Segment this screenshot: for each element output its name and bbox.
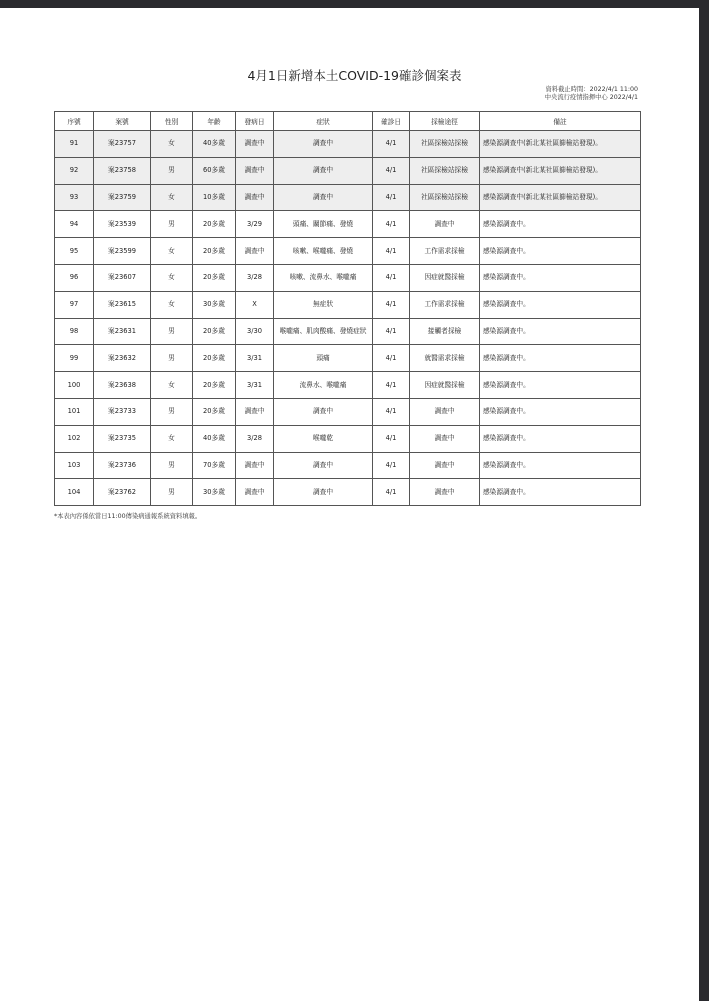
notes-cell: 感染源調查中。: [480, 372, 641, 399]
serial-cell: 103: [55, 452, 94, 479]
header-test-route: 採檢途徑: [410, 112, 480, 131]
confirm-date-cell: 4/1: [373, 291, 410, 318]
serial-cell: 96: [55, 264, 94, 291]
case-id-cell: 案23615: [94, 291, 151, 318]
case-id-cell: 案23632: [94, 345, 151, 372]
confirm-date-cell: 4/1: [373, 264, 410, 291]
header-serial: 序號: [55, 112, 94, 131]
case-id-cell: 案23607: [94, 264, 151, 291]
serial-cell: 99: [55, 345, 94, 372]
onset-date-cell: 調查中: [236, 238, 274, 265]
symptoms-cell: 調查中: [274, 184, 373, 211]
onset-date-cell: 調查中: [236, 398, 274, 425]
onset-date-cell: 調查中: [236, 452, 274, 479]
notes-cell: 感染源調查中(新北某社區篩檢站發現)。: [480, 131, 641, 158]
symptoms-cell: 喉嚨乾: [274, 425, 373, 452]
age-cell: 20多歲: [193, 372, 236, 399]
serial-cell: 104: [55, 479, 94, 506]
case-id-cell: 案23733: [94, 398, 151, 425]
table-row: [55, 372, 641, 399]
header-notes: 備註: [480, 112, 641, 131]
age-cell: 60多歲: [193, 157, 236, 184]
test-route-cell: 社區採檢站採檢: [410, 184, 480, 211]
gender-cell: 男: [151, 398, 193, 425]
confirm-date-cell: 4/1: [373, 398, 410, 425]
table-row: [55, 184, 641, 211]
age-cell: 20多歲: [193, 318, 236, 345]
table-row: [55, 264, 641, 291]
case-id-cell: 案23638: [94, 372, 151, 399]
header-age: 年齡: [193, 112, 236, 131]
table-row: [55, 345, 641, 372]
case-id-cell: 案23539: [94, 211, 151, 238]
gender-cell: 男: [151, 345, 193, 372]
case-id-cell: 案23757: [94, 131, 151, 158]
gender-cell: 男: [151, 157, 193, 184]
case-id-cell: 案23736: [94, 452, 151, 479]
symptoms-cell: 調查中: [274, 398, 373, 425]
table-row: [55, 318, 641, 345]
serial-cell: 92: [55, 157, 94, 184]
gender-cell: 女: [151, 291, 193, 318]
age-cell: 10多歲: [193, 184, 236, 211]
symptoms-cell: 調查中: [274, 479, 373, 506]
serial-cell: 97: [55, 291, 94, 318]
case-id-cell: 案23759: [94, 184, 151, 211]
age-cell: 20多歲: [193, 345, 236, 372]
test-route-cell: 調查中: [410, 211, 480, 238]
test-route-cell: 社區採檢站採檢: [410, 131, 480, 158]
onset-date-cell: 調查中: [236, 479, 274, 506]
symptoms-cell: 調查中: [274, 131, 373, 158]
table-row: [55, 425, 641, 452]
document-meta: [545, 86, 638, 103]
serial-cell: 100: [55, 372, 94, 399]
gender-cell: 女: [151, 264, 193, 291]
gender-cell: 女: [151, 238, 193, 265]
confirm-date-cell: 4/1: [373, 157, 410, 184]
notes-cell: 感染源調查中(新北某社區篩檢站發現)。: [480, 157, 641, 184]
header-confirm-date: 確診日: [373, 112, 410, 131]
confirm-date-cell: 4/1: [373, 372, 410, 399]
onset-date-cell: 3/31: [236, 372, 274, 399]
test-route-cell: 調查中: [410, 479, 480, 506]
test-route-cell: 調查中: [410, 398, 480, 425]
gender-cell: 女: [151, 131, 193, 158]
table-row: [55, 291, 641, 318]
test-route-cell: 工作需求採檢: [410, 291, 480, 318]
notes-cell: 感染源調查中。: [480, 345, 641, 372]
notes-cell: 感染源調查中。: [480, 264, 641, 291]
symptoms-cell: 咳嗽、喉嚨痛、發燒: [274, 238, 373, 265]
gender-cell: 男: [151, 479, 193, 506]
case-id-cell: 案23599: [94, 238, 151, 265]
age-cell: 40多歲: [193, 425, 236, 452]
header-onset-date: 發病日: [236, 112, 274, 131]
table-row: [55, 157, 641, 184]
notes-cell: 感染源調查中。: [480, 291, 641, 318]
onset-date-cell: X: [236, 291, 274, 318]
serial-cell: 95: [55, 238, 94, 265]
onset-date-cell: 調查中: [236, 184, 274, 211]
age-cell: 30多歲: [193, 479, 236, 506]
serial-cell: 94: [55, 211, 94, 238]
onset-date-cell: 調查中: [236, 131, 274, 158]
notes-cell: 感染源調查中。: [480, 238, 641, 265]
age-cell: 20多歲: [193, 264, 236, 291]
table-header-row: [55, 112, 641, 131]
document-title: 4月1日新增本土COVID-19確診個案表: [247, 68, 462, 83]
case-id-cell: 案23631: [94, 318, 151, 345]
data-source: 中央流行疫情指揮中心 2022/4/1: [544, 94, 638, 102]
age-cell: 20多歲: [193, 211, 236, 238]
gender-cell: 男: [151, 318, 193, 345]
test-route-cell: 接觸者採檢: [410, 318, 480, 345]
age-cell: 20多歲: [193, 238, 236, 265]
gender-cell: 男: [151, 211, 193, 238]
test-route-cell: 工作需求採檢: [410, 238, 480, 265]
confirm-date-cell: 4/1: [373, 425, 410, 452]
header-gender: 性別: [151, 112, 193, 131]
test-route-cell: 調查中: [410, 452, 480, 479]
confirm-date-cell: 4/1: [373, 184, 410, 211]
notes-cell: 感染源調查中。: [480, 398, 641, 425]
notes-cell: 感染源調查中。: [480, 211, 641, 238]
case-id-cell: 案23762: [94, 479, 151, 506]
confirm-date-cell: 4/1: [373, 452, 410, 479]
confirm-date-cell: 4/1: [373, 211, 410, 238]
table-row: [55, 479, 641, 506]
symptoms-cell: 咳嗽、流鼻水、喉嚨痛: [274, 264, 373, 291]
notes-cell: 感染源調查中(新北某社區篩檢站發現)。: [480, 184, 641, 211]
serial-cell: 101: [55, 398, 94, 425]
gender-cell: 女: [151, 425, 193, 452]
confirm-date-cell: 4/1: [373, 345, 410, 372]
serial-cell: 93: [55, 184, 94, 211]
data-cutoff-time: 資料截止時間：2022/4/1 11:00: [545, 86, 638, 93]
notes-cell: 感染源調查中。: [480, 318, 641, 345]
gender-cell: 男: [151, 452, 193, 479]
table-row: [55, 452, 641, 479]
symptoms-cell: 無症狀: [274, 291, 373, 318]
table-row: [55, 131, 641, 158]
serial-cell: 98: [55, 318, 94, 345]
gender-cell: 女: [151, 372, 193, 399]
confirm-date-cell: 4/1: [373, 238, 410, 265]
case-table: [54, 111, 641, 506]
onset-date-cell: 3/29: [236, 211, 274, 238]
symptoms-cell: 調查中: [274, 452, 373, 479]
serial-cell: 102: [55, 425, 94, 452]
test-route-cell: 調查中: [410, 425, 480, 452]
table-row: [55, 398, 641, 425]
symptoms-cell: 喉嚨痛、肌肉酸痛、發燒症狀: [274, 318, 373, 345]
notes-cell: 感染源調查中。: [480, 425, 641, 452]
test-route-cell: 因症就醫採檢: [410, 372, 480, 399]
onset-date-cell: 3/28: [236, 264, 274, 291]
header-case-id: 案號: [94, 112, 151, 131]
symptoms-cell: 流鼻水、喉嚨痛: [274, 372, 373, 399]
onset-date-cell: 3/30: [236, 318, 274, 345]
table-row: [55, 211, 641, 238]
confirm-date-cell: 4/1: [373, 131, 410, 158]
symptoms-cell: 調查中: [274, 157, 373, 184]
case-id-cell: 案23735: [94, 425, 151, 452]
footnote: *本表內容係依當日11:00傳染病通報系統資料填報。: [54, 513, 202, 520]
test-route-cell: 因症就醫採檢: [410, 264, 480, 291]
test-route-cell: 就醫需求採檢: [410, 345, 480, 372]
table-row: [55, 238, 641, 265]
gender-cell: 女: [151, 184, 193, 211]
age-cell: 70多歲: [193, 452, 236, 479]
notes-cell: 感染源調查中。: [480, 452, 641, 479]
header-symptoms: 症狀: [274, 112, 373, 131]
age-cell: 30多歲: [193, 291, 236, 318]
confirm-date-cell: 4/1: [373, 318, 410, 345]
age-cell: 40多歲: [193, 131, 236, 158]
notes-cell: 感染源調查中。: [480, 479, 641, 506]
case-id-cell: 案23758: [94, 157, 151, 184]
onset-date-cell: 3/28: [236, 425, 274, 452]
symptoms-cell: 頭痛: [274, 345, 373, 372]
test-route-cell: 社區採檢站採檢: [410, 157, 480, 184]
confirm-date-cell: 4/1: [373, 479, 410, 506]
onset-date-cell: 3/31: [236, 345, 274, 372]
symptoms-cell: 頭痛、關節痛、發燒: [274, 211, 373, 238]
onset-date-cell: 調查中: [236, 157, 274, 184]
serial-cell: 91: [55, 131, 94, 158]
age-cell: 20多歲: [193, 398, 236, 425]
